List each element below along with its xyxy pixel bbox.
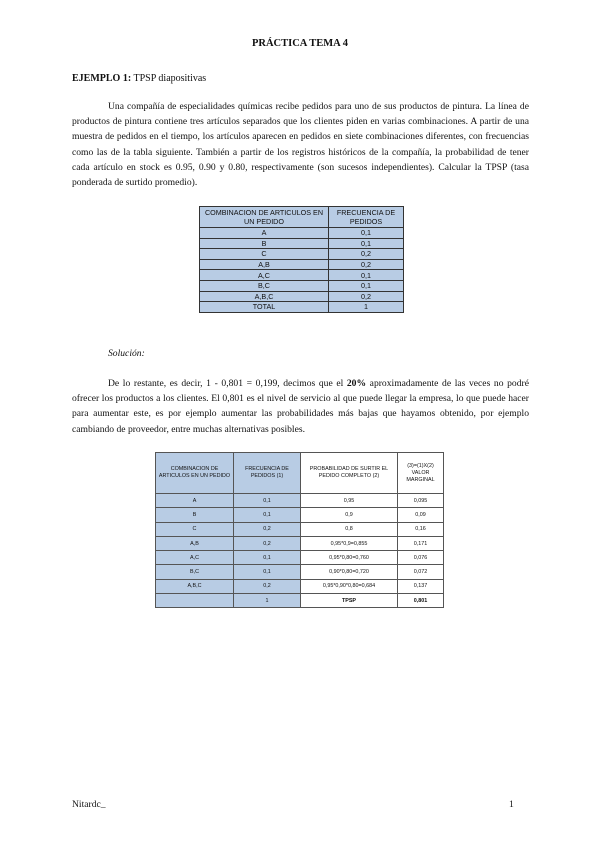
table2-cell-probability: 0,90*0,80=0,720 [301, 565, 398, 579]
table2-cell-combination: A [156, 494, 234, 508]
table2-cell-frequency: 0,1 [234, 551, 301, 565]
table2-row [156, 551, 444, 565]
table1-row [200, 270, 404, 281]
table1-cell-frequency: 0,1 [329, 238, 404, 249]
table1-row [200, 280, 404, 291]
table2-header-probability: PROBABILIDAD DE SURTIR EL PEDIDO COMPLETO (2) [301, 453, 398, 494]
table1-cell-frequency: 0,1 [329, 228, 404, 239]
table1-row [200, 291, 404, 302]
table2-cell-combination: A,B [156, 536, 234, 550]
table2-cell-marginal: 0,072 [398, 565, 444, 579]
table2-cell-frequency: 0,2 [234, 522, 301, 536]
table2-cell-probability: 0,95*0,90*0,80=0,684 [301, 579, 398, 593]
table2-body [156, 494, 444, 608]
frequency-table [199, 206, 404, 313]
footer-author: Nitardc_ [72, 799, 106, 810]
table2-total-combination [156, 594, 234, 608]
table2-header-frequency: FRECUENCIA DE PEDIDOS (1) [234, 453, 301, 494]
table2-cell-marginal: 0,09 [398, 508, 444, 522]
solution-text-pre: De lo restante, es decir, 1 - 0,801 = 0,199, decimos que el [108, 378, 347, 389]
table2-cell-probability: 0,8 [301, 522, 398, 536]
table2-row [156, 565, 444, 579]
table2-cell-marginal: 0,137 [398, 579, 444, 593]
table1-cell-combination: B,C [200, 280, 329, 291]
table2-cell-combination: B,C [156, 565, 234, 579]
table1-cell-combination: A,B [200, 259, 329, 270]
table2-total-marginal: 0,801 [398, 594, 444, 608]
table2-header-combination: COMBINACION DE ARTICULOS EN UN PEDIDO [156, 453, 234, 494]
table1-cell-combination: A,B,C [200, 291, 329, 302]
example-label: EJEMPLO 1: [72, 73, 132, 84]
page-title: PRÁCTICA TEMA 4 [251, 38, 349, 49]
table1-cell-combination: A [200, 228, 329, 239]
table2-cell-frequency: 0,1 [234, 508, 301, 522]
table1-cell-frequency: 0,2 [329, 249, 404, 260]
table1-cell-combination: C [200, 249, 329, 260]
table2-cell-frequency: 0,2 [234, 536, 301, 550]
solution-text-post: aproximadamente de las veces no podré ofrecer los productos a los clientes. El 0,801 es el nivel de servicio al que puede llegar la empresa, lo que puede hacer para aumentar este, es por ejemplo aumentar las probabilidades más bajas que hayamos obtenido, por ejemplo cambiando de proveedor, entre muchas alternativas posibles. [72, 378, 529, 435]
tpsp-table [155, 452, 444, 608]
table2-row [156, 508, 444, 522]
table1-row [200, 259, 404, 270]
example-subtitle: TPSP diapositivas [133, 73, 207, 84]
table1-row [200, 302, 404, 313]
table2-cell-frequency: 0,2 [234, 579, 301, 593]
solution-text-percent: 20% [346, 378, 367, 389]
solution-label: Solución: [108, 348, 145, 359]
table2-cell-probability: 0,95*0,9=0,855 [301, 536, 398, 550]
table2-cell-probability: 0,95 [301, 494, 398, 508]
table2-cell-marginal: 0,076 [398, 551, 444, 565]
table2-cell-frequency: 0,1 [234, 565, 301, 579]
solution-text [72, 376, 529, 437]
table1-row [200, 249, 404, 260]
table2-total-frequency: 1 [234, 594, 301, 608]
table1-header-combination: COMBINACION DE ARTICULOS EN UN PEDIDO [200, 207, 329, 228]
table2-row [156, 579, 444, 593]
table1-body [200, 228, 404, 313]
table2-cell-marginal: 0,16 [398, 522, 444, 536]
table1-cell-combination: B [200, 238, 329, 249]
table1-header-frequency: FRECUENCIA DE PEDIDOS [329, 207, 404, 228]
table1-row [200, 228, 404, 239]
table2-header-marginal: (3)=(1)X(2) VALOR MARGINAL [398, 453, 444, 494]
table2-total-probability: TPSP [301, 594, 398, 608]
table2-cell-probability: 0,95*0,80=0,760 [301, 551, 398, 565]
example-heading [72, 73, 206, 84]
table1-cell-frequency: 0,1 [329, 280, 404, 291]
table2-total-row [156, 594, 444, 608]
table2-cell-combination: C [156, 522, 234, 536]
table2-cell-probability: 0,9 [301, 508, 398, 522]
table1-cell-frequency: 0,1 [329, 270, 404, 281]
table2-row [156, 536, 444, 550]
table2-cell-frequency: 0,1 [234, 494, 301, 508]
table2-row [156, 522, 444, 536]
table2-cell-marginal: 0,171 [398, 536, 444, 550]
table1-row [200, 238, 404, 249]
table2-cell-combination: B [156, 508, 234, 522]
problem-statement: Una compañía de especialidades químicas recibe pedidos para uno de sus productos de pintura. La línea de productos de pintura contiene tres artículos separados que los clientes piden en varias combinaciones. A partir de una muestra de pedidos en el tiempo, los artículos aparecen en pedidos en siete combinaciones diferentes, con frecuencias como las de la tabla siguiente. También a partir de los registros históricos de la compañía, la probabilidad de tener cada artículo en stock es 0.95, 0.90 y 0.80, respectivamente (son sucesos independientes). Calcular la TPSP (tasa ponderada de surtido promedio). [72, 101, 529, 189]
table2-row [156, 494, 444, 508]
table2-cell-marginal: 0,095 [398, 494, 444, 508]
table1-cell-frequency: 0,2 [329, 259, 404, 270]
table1-cell-combination: TOTAL [200, 302, 329, 313]
table2-cell-combination: A,B,C [156, 579, 234, 593]
table1-cell-combination: A,C [200, 270, 329, 281]
footer-page-number: 1 [509, 799, 514, 810]
table1-cell-frequency: 1 [329, 302, 404, 313]
table2-cell-combination: A,C [156, 551, 234, 565]
table1-cell-frequency: 0,2 [329, 291, 404, 302]
